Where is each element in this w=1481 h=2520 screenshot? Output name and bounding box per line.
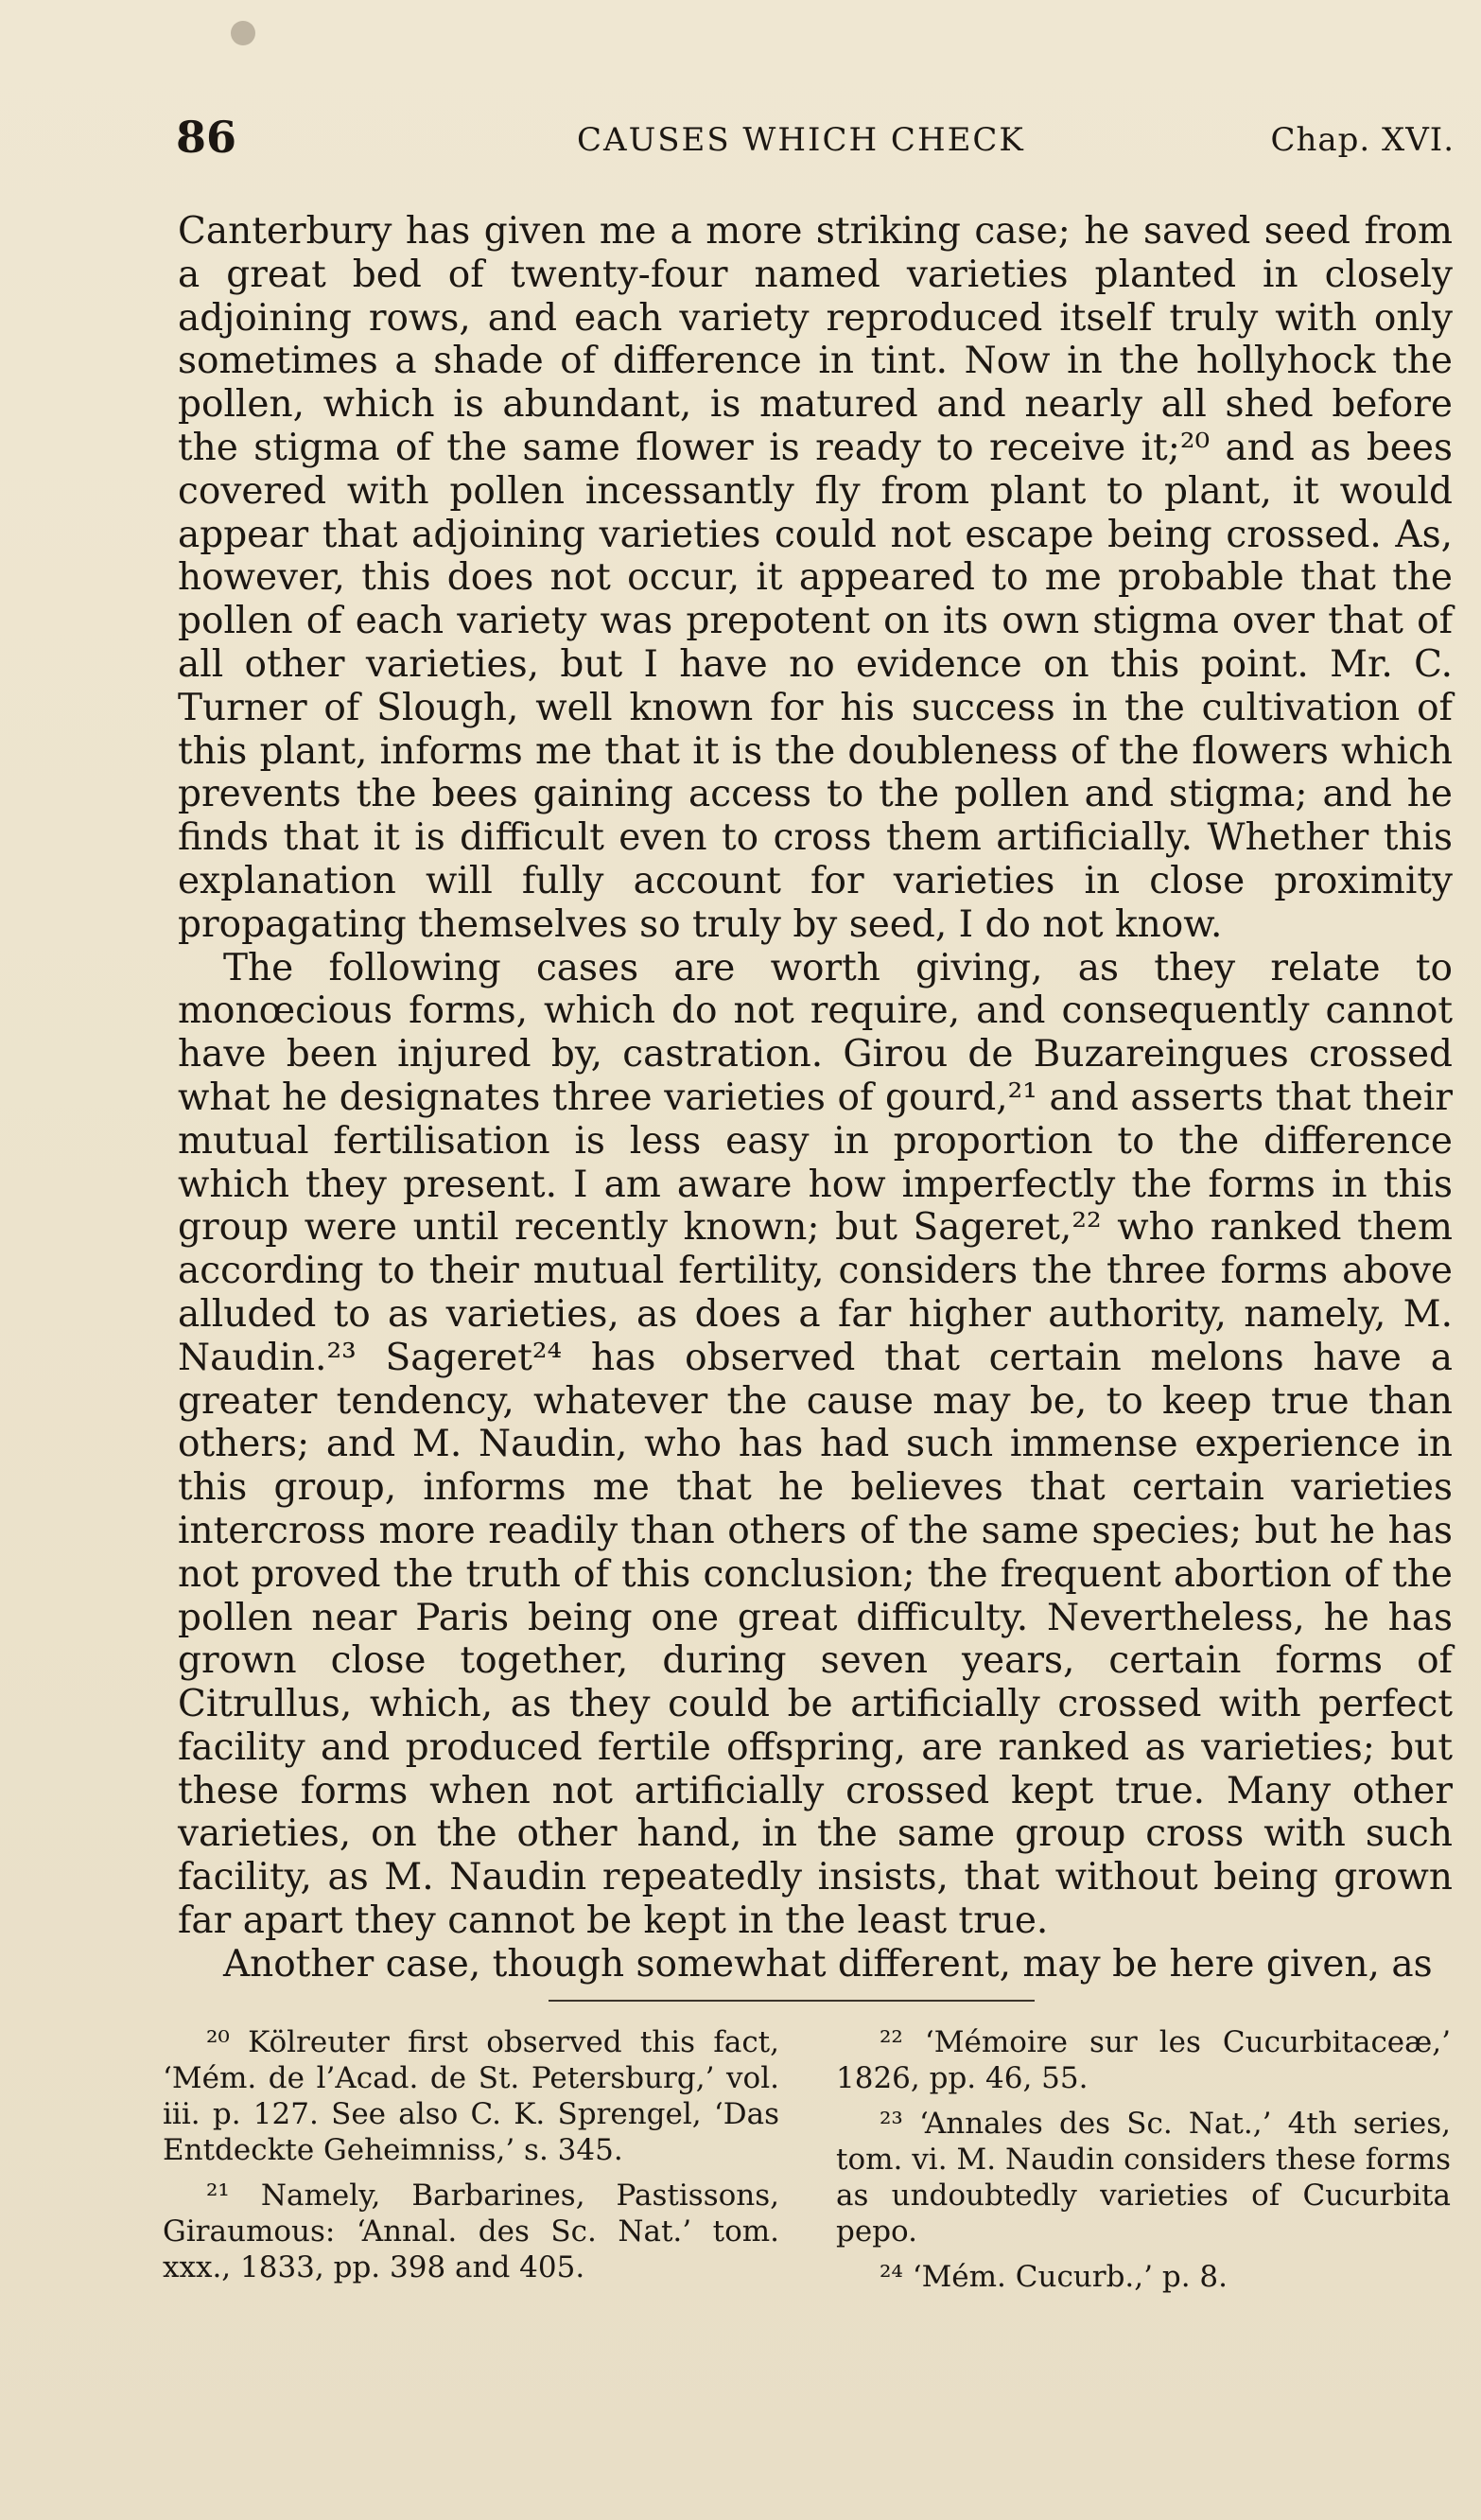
footnotes-left-column xyxy=(163,2024,779,2295)
footnotes-right-column xyxy=(836,2024,1451,2304)
ink-blot xyxy=(231,21,255,45)
page-header xyxy=(176,112,1455,168)
running-title: CAUSES WHICH CHECK xyxy=(577,121,1025,159)
paragraph: The following cases are worth giving, as they relate to monœcious forms, which do not require, and consequently cannot have been injured by, castration. Girou de Buzareingues crossed what he designates three varieties of gourd,²¹ and asserts that their mutual fertilisation is less easy in proportion to the difference which they present. I am aware how imperfectly the forms in this group were until recently known; but Sageret,²² who ranked them according to their mutual fertility, considers the three forms above alluded to as varieties, as does a far higher authority, namely, M. Naudin.²³ Sageret²⁴ has observed that certain melons have a greater tendency, whatever the cause may be, to keep true than others; and M. Naudin, who has had such immense experience in this group, informs me that he believes that certain varieties intercross more readily than others of the same species; but he has not proved the truth of this conclusion; the frequent abortion of the pollen near Paris being one great difficulty. Nevertheless, he has grown close together, during seven years, certain forms of Citrullus, which, as they could be artificially crossed with perfect facility and produced fertile offspring, are ranked as varieties; but these forms when not artificially crossed kept true. Many other varieties, on the other hand, in the same group cross with such facility, as M. Naudin repeatedly insists, that without being grown far apart they cannot be kept in the least true. xyxy=(178,946,1453,1943)
footnote-rule xyxy=(549,2000,1035,2002)
footnote: ²⁴ ‘Mém. Cucurb.,’ p. 8. xyxy=(880,2260,1228,2294)
footnote: ²⁰ Kölreuter first observed this fact, ‘Mém. de l’Acad. de St. Petersburg,’ vol. iii. p. 127. See also C. K. Sprengel, ‘Das Entdeckte Geheimniss,’ s. 345. xyxy=(163,2025,779,2167)
page-number: 86 xyxy=(176,112,237,163)
chapter-label: Chap. XVI. xyxy=(1270,121,1455,159)
footnote: ²² ‘Mémoire sur les Cucurbitaceæ,’ 1826, pp. 46, 55. xyxy=(836,2025,1451,2095)
main-text xyxy=(178,210,1453,1986)
paragraph: Another case, though somewhat different, may be here given, as xyxy=(223,1942,1433,1986)
footnote: ²¹ Namely, Barbarines, Pastissons, Giraumous: ‘Annal. des Sc. Nat.’ tom. xxx., 1833, pp. 398 and 405. xyxy=(163,2179,779,2284)
paragraph: Canterbury has given me a more striking case; he saved seed from a great bed of twenty-four named varieties planted in closely adjoining rows, and each variety reproduced itself truly with only sometimes a shade of difference in tint. Now in the hollyhock the pollen, which is abundant, is matured and nearly all shed before the stigma of the same flower is ready to receive it;²⁰ and as bees covered with pollen incessantly fly from plant to plant, it would appear that adjoining varieties could not escape being crossed. As, however, this does not occur, it appeared to me probable that the pollen of each variety was prepotent on its own stigma over that of all other varieties, but I have no evidence on this point. Mr. C. Turner of Slough, well known for his success in the cultivation of this plant, informs me that it is the doubleness of the flowers which prevents the bees gaining access to the pollen and stigma; and he finds that it is difficult even to cross them artificially. Whether this explanation will fully account for varieties in close proximity propagating themselves so truly by seed, I do not know. xyxy=(178,210,1453,946)
footnote: ²³ ‘Annales des Sc. Nat.,’ 4th series, tom. vi. M. Naudin considers these forms as undoubtedly varieties of Cucurbita pepo. xyxy=(836,2107,1451,2249)
